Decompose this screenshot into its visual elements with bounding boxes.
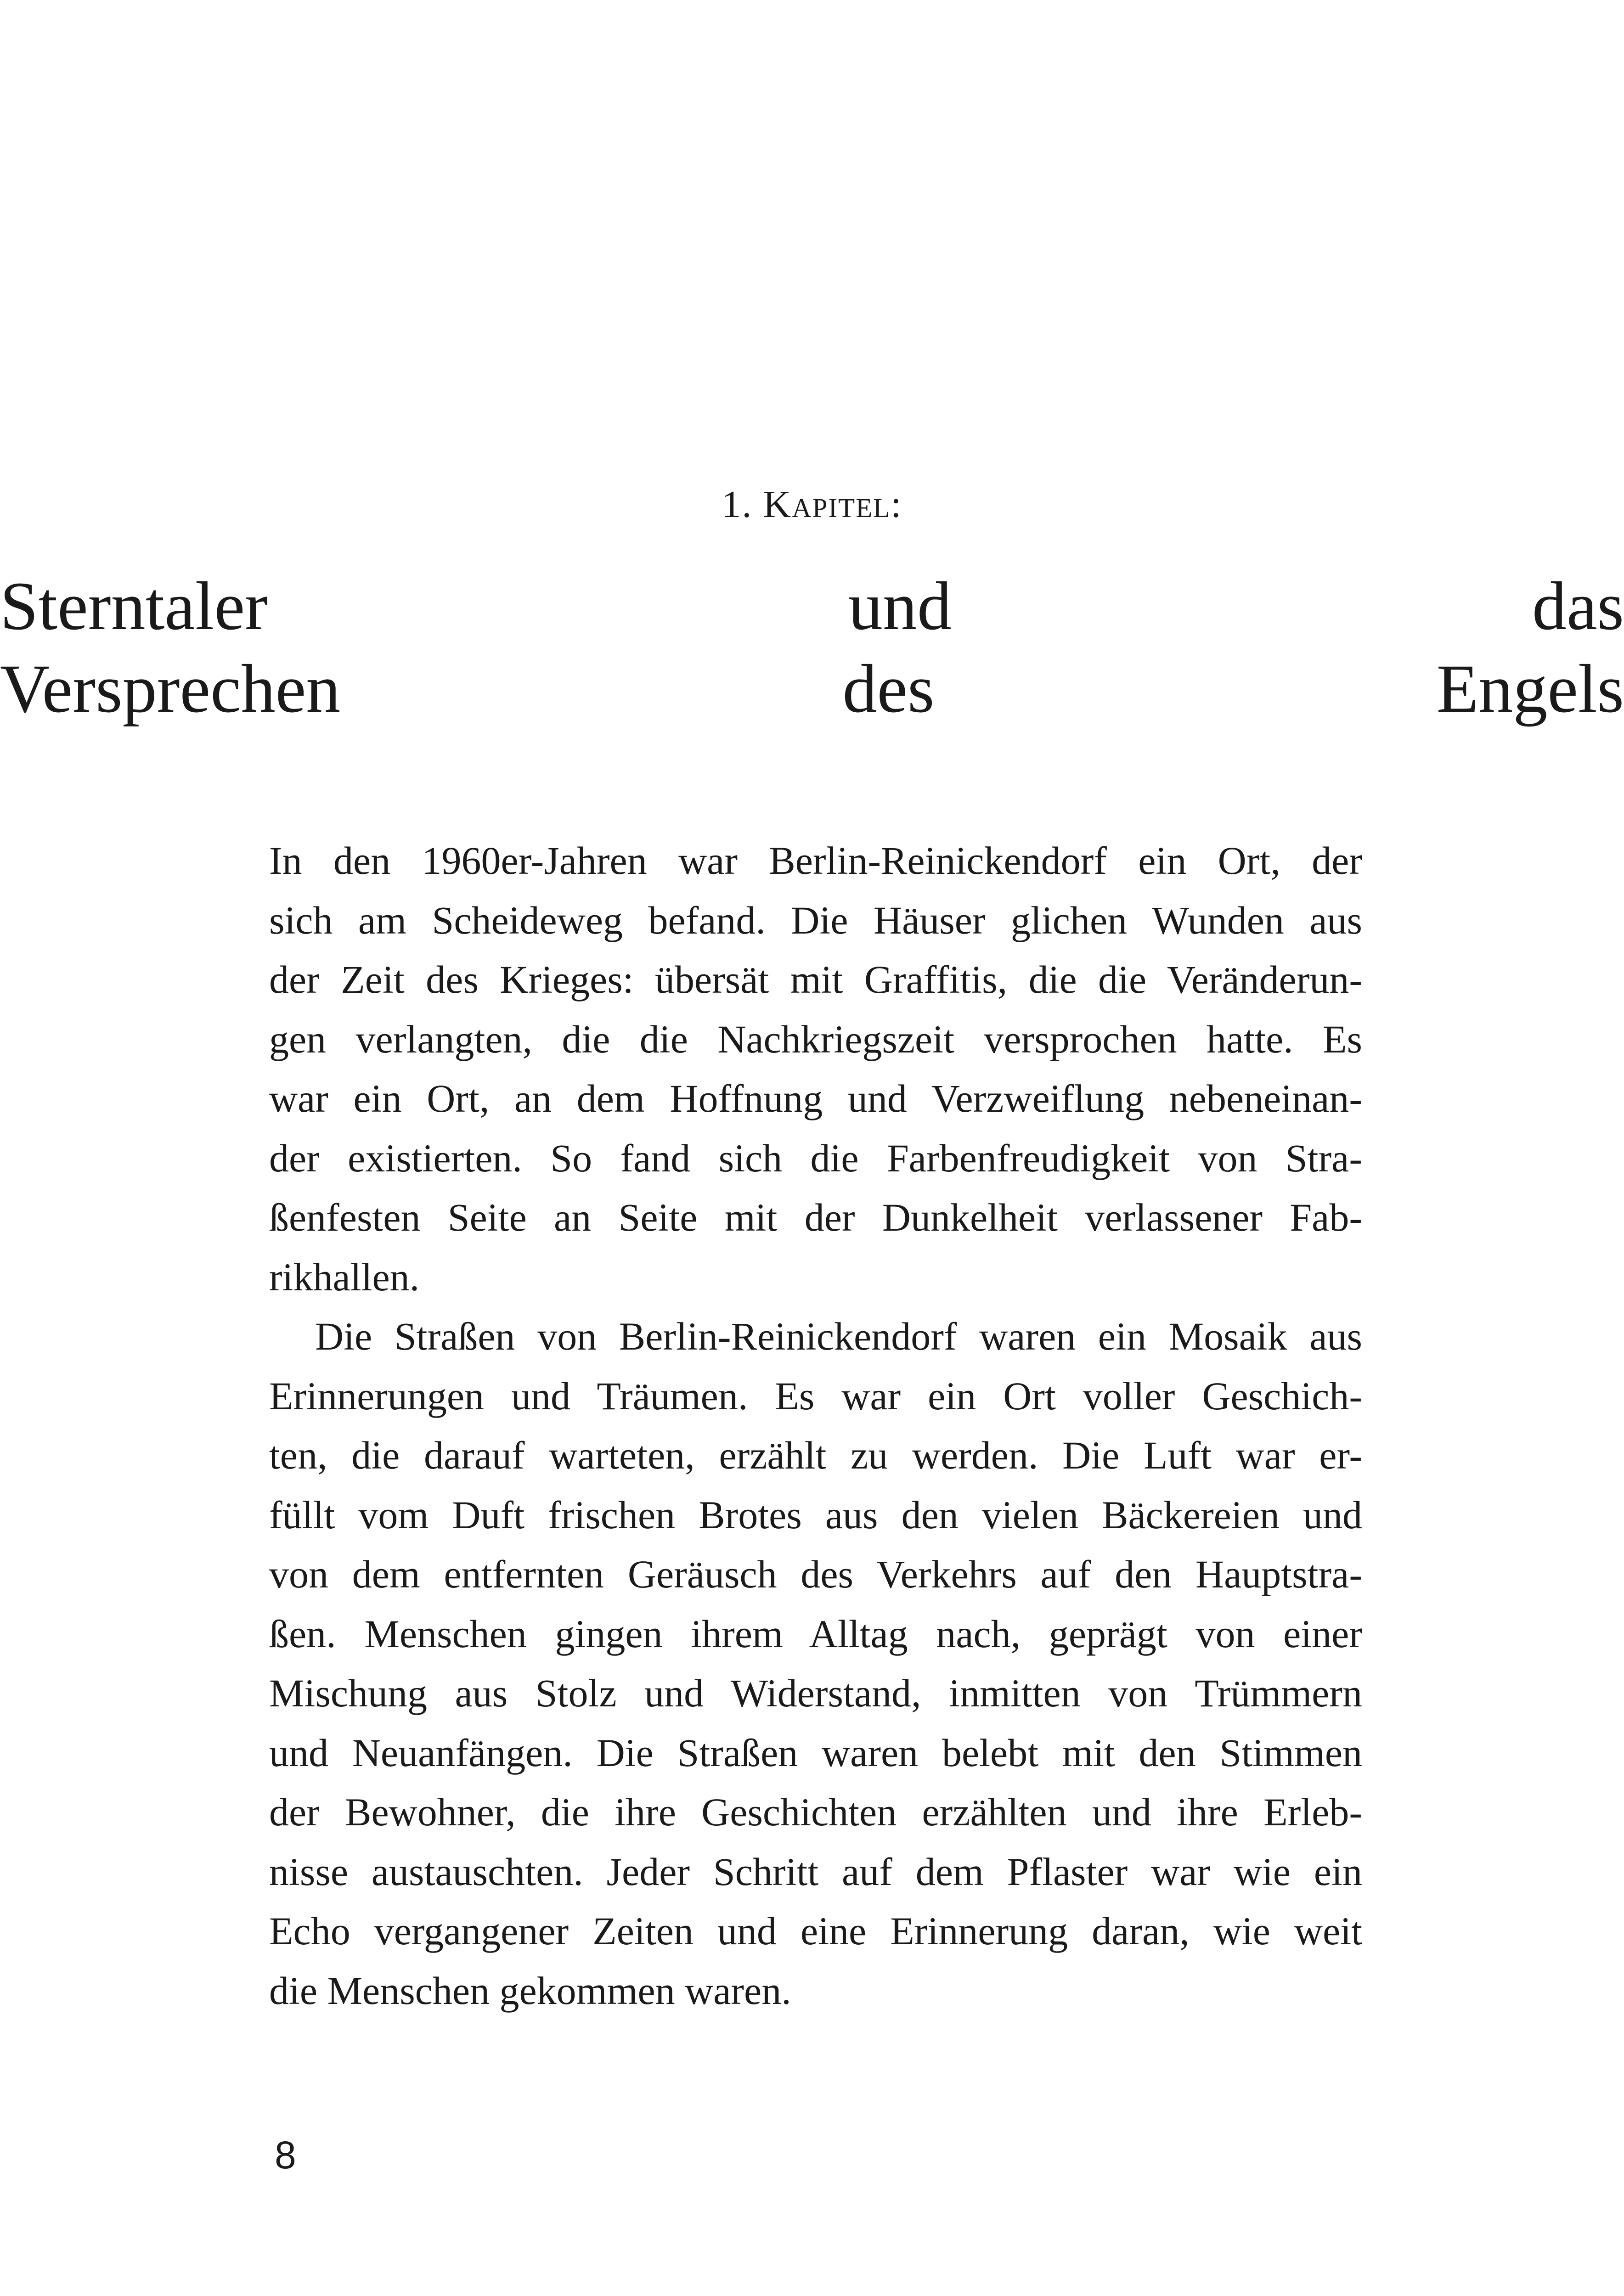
chapter-title	[0, 565, 1624, 730]
chapter-word: Kapitel:	[763, 483, 902, 526]
text-line: und Neuanfängen. Die Straßen waren belebt mit den Stimmen	[269, 1730, 1362, 1775]
paragraph-1	[269, 831, 1362, 1307]
text-line: war ein Ort, an dem Hoffnung und Verzweiflung nebeneinan-	[269, 1076, 1362, 1120]
text-line: sich am Scheideweg befand. Die Häuser glichen Wunden aus	[269, 898, 1362, 942]
chapter-title-line-2: Versprechen des Engels	[0, 651, 1624, 727]
text-line: der existierten. So fand sich die Farbenfreudigkeit von Stra-	[269, 1136, 1362, 1180]
text-line: In den 1960er-Jahren war Berlin-Reinickendorf ein Ort, der	[269, 838, 1362, 883]
text-line: die Menschen gekommen waren.	[269, 1968, 791, 2013]
text-line: Erinnerungen und Träumen. Es war ein Ort voller Geschich-	[269, 1373, 1362, 1418]
text-line: nisse austauschten. Jeder Schritt auf dem Pflaster war wie ein	[269, 1849, 1362, 1894]
text-line: von dem entfernten Geräusch des Verkehrs auf den Hauptstra-	[269, 1552, 1362, 1596]
text-line: ten, die darauf warteten, erzählt zu werden. Die Luft war er-	[269, 1433, 1362, 1477]
text-line: füllt vom Duft frischen Brotes aus den vielen Bäckereien und	[269, 1492, 1362, 1537]
text-line: der Zeit des Krieges: übersät mit Graffitis, die die Veränderun-	[269, 957, 1362, 1002]
text-line: Mischung aus Stolz und Widerstand, inmitten von Trümmern	[269, 1671, 1362, 1715]
text-line: rikhallen.	[269, 1255, 420, 1299]
text-line: Die Straßen von Berlin-Reinickendorf waren ein Mosaik aus	[315, 1314, 1362, 1358]
chapter-title-line-1: Sterntaler und das	[0, 568, 1624, 644]
chapter-label	[0, 482, 1624, 527]
paragraph-2	[269, 1307, 1362, 2020]
text-line: ßen. Menschen gingen ihrem Alltag nach, geprägt von einer	[269, 1611, 1362, 1656]
text-line: Echo vergangener Zeiten und eine Erinnerung daran, wie weit	[269, 1909, 1362, 1953]
body-text	[269, 831, 1362, 2020]
text-line: der Bewohner, die ihre Geschichten erzählten und ihre Erleb-	[269, 1790, 1362, 1834]
page-number: 8	[275, 2133, 296, 2177]
text-line: gen verlangten, die die Nachkriegszeit versprochen hatte. Es	[269, 1017, 1362, 1061]
chapter-number: 1.	[722, 483, 753, 526]
text-line: ßenfesten Seite an Seite mit der Dunkelheit verlassener Fab-	[269, 1195, 1362, 1239]
